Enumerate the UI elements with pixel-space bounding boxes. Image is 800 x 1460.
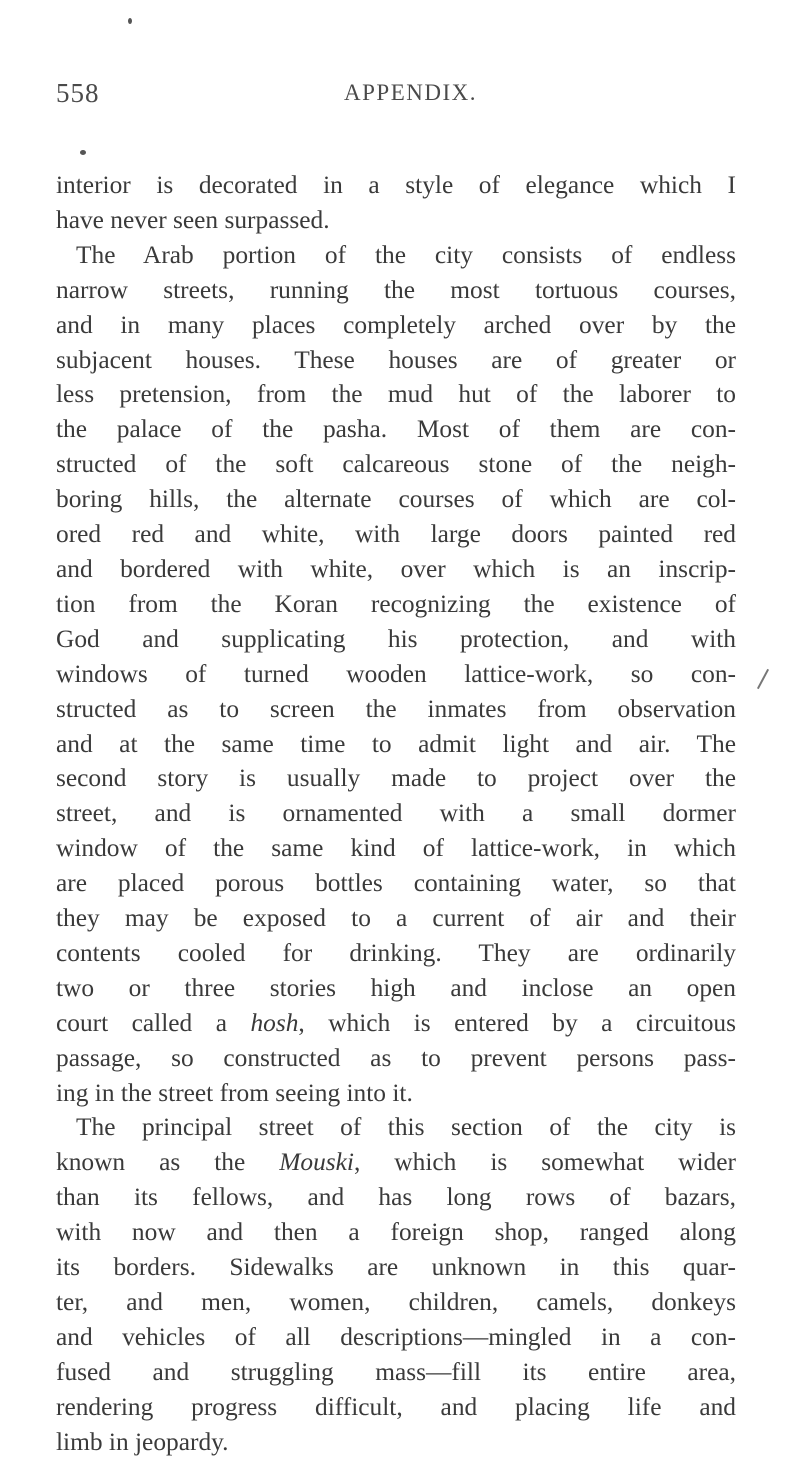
text-line-mouski [56, 1145, 736, 1180]
text-line-hosh [56, 1006, 736, 1041]
text-line: tion from the Koran recognizing the existence of [56, 589, 736, 618]
text-line: windows of turned wooden lattice-work, so con- [56, 659, 736, 688]
text-line: and bordered with white, over which is an inscrip- [56, 554, 736, 583]
text-line: less pretension, from the mud hut of the laborer to [56, 380, 736, 409]
text-line: interior is decorated in a style of elegance which I [56, 171, 736, 199]
text-line: ing in the street from seeing into it. [56, 1078, 413, 1107]
text-segment: , which is somewhat wider [353, 1148, 736, 1177]
italic-term-mouski: Mouski [279, 1148, 354, 1177]
text-line: second story is usually made to project over the [56, 764, 736, 793]
text-line: and at the same time to admit light and air. The [56, 729, 736, 758]
text-segment: , which is entered by a circuitous [298, 1008, 736, 1037]
text-line: fused and struggling mass—fill its entire area, [56, 1357, 736, 1386]
text-line: The principal street of this section of the city is [76, 1113, 736, 1142]
text-segment: court called a [56, 1008, 251, 1037]
text-line: ter, and men, women, children, camels, donkeys [56, 1288, 736, 1316]
text-line: God and supplicating his protection, and with [56, 624, 736, 653]
text-line: subjacent houses. These houses are of greater or [56, 345, 736, 374]
body-text [56, 168, 756, 1460]
text-line: structed of the soft calcareous stone of the neigh- [56, 450, 736, 479]
text-line: The Arab portion of the city consists of endless [76, 240, 736, 269]
text-line: window of the same kind of lattice-work, in which [56, 834, 736, 863]
text-segment: known as the [56, 1148, 280, 1177]
text-line: are placed porous bottles containing water, so that [56, 869, 736, 898]
text-line: than its fellows, and has long rows of bazars, [56, 1183, 736, 1212]
margin-pencil-mark [757, 669, 769, 689]
text-line: passage, so constructed as to prevent persons pass- [56, 1043, 736, 1072]
text-line: structed as to screen the inmates from observation [56, 694, 736, 723]
section-title: APPENDIX. [344, 80, 477, 105]
text-line: two or three stories high and inclose an open [56, 973, 736, 1002]
text-line: street, and is ornamented with a small dormer [56, 799, 736, 828]
text-line: its borders. Sidewalks are unknown in this quar- [56, 1253, 736, 1282]
running-head [56, 78, 696, 118]
text-line: with now and then a foreign shop, ranged along [56, 1218, 736, 1247]
text-line: boring hills, the alternate courses of which are col- [56, 485, 736, 514]
text-line: ored red and white, with large doors painted red [56, 520, 736, 549]
text-line: narrow streets, running the most tortuous courses, [56, 275, 736, 304]
text-line: rendering progress difficult, and placing life and [56, 1392, 736, 1421]
text-line: contents cooled for drinking. They are ordinarily [56, 938, 736, 967]
italic-term-hosh: hosh [250, 1008, 299, 1037]
text-line: and in many places completely arched over by the [56, 310, 736, 339]
text-line: have never seen surpassed. [56, 205, 330, 234]
ink-speck [128, 18, 132, 24]
text-line: and vehicles of all descriptions—mingled in a con- [56, 1322, 736, 1351]
page-number: 558 [56, 78, 100, 108]
text-line: limb in jeopardy. [56, 1427, 229, 1456]
text-line: they may be exposed to a current of air and their [56, 904, 736, 933]
text-line: the palace of the pasha. Most of them are con- [56, 415, 736, 444]
ink-speck [80, 150, 86, 155]
